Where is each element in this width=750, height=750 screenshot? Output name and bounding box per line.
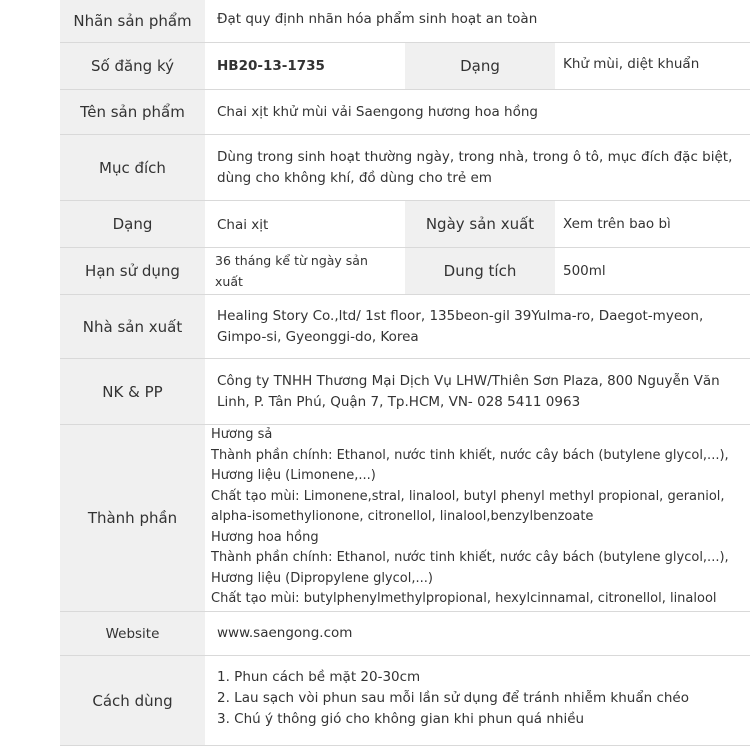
- row-value-secondary: 500ml: [563, 263, 606, 279]
- row-label: Tên sản phẩm: [60, 90, 205, 134]
- row-value: [205, 425, 729, 611]
- row-label: Dạng: [60, 201, 205, 247]
- row-purpose: [60, 135, 750, 201]
- website-link[interactable]: www.saengong.com: [217, 625, 353, 641]
- row-label: Website: [60, 612, 205, 655]
- text-line: Hương sả: [211, 427, 273, 442]
- row-value: [205, 656, 689, 745]
- text-line: Dùng trong sinh hoạt thường ngày, trong nhà, trong ô tô, mục đích đặc biệt,: [217, 149, 733, 165]
- text-line: Chất tạo mùi: butylphenylmethylpropional, hexylcinnamal, citronellol, linalool: [211, 591, 717, 606]
- row-label: Nhà sản xuất: [60, 295, 205, 358]
- text-line: Thành phần chính: Ethanol, nước tinh khiết, nước cây bách (butylene glycol,...),: [211, 447, 729, 463]
- row-value: [205, 295, 703, 358]
- row-label-secondary: Ngày sản xuất: [405, 201, 555, 247]
- text-line: Hương liệu (Limonene,...): [211, 468, 376, 483]
- row-importer: [60, 359, 750, 425]
- row-label-secondary: Dung tích: [405, 248, 555, 294]
- text-line: 1. Phun cách bề mặt 20-30cm: [217, 669, 421, 685]
- row-ingredients: [60, 425, 750, 612]
- row-usage: [60, 656, 750, 746]
- row-value: [205, 135, 732, 200]
- text-line: Hương liệu (Dipropylene glycol,...): [211, 570, 433, 586]
- text-line: Thành phần chính: Ethanol, nước tinh khiết, nước cây bách (butylene glycol,...),: [211, 550, 729, 565]
- row-label: Thành phần: [60, 425, 205, 611]
- row-website: [60, 612, 750, 656]
- row-label: Nhãn sản phẩm: [60, 0, 205, 42]
- text-line: alpha-isomethylionone, citronellol, linalool,benzylbenzoate: [211, 509, 594, 524]
- row-value: [205, 359, 720, 424]
- row-label: Mục đích: [60, 135, 205, 200]
- row-label-secondary: Dạng: [405, 43, 555, 89]
- row-expiry: [60, 248, 750, 295]
- text-line: Linh, P. Tân Phú, Quận 7, Tp.HCM, VN- 028 5411 0963: [217, 394, 581, 410]
- row-label: NK & PP: [60, 359, 205, 424]
- row-registration: [60, 43, 750, 90]
- product-info-table: [60, 0, 750, 750]
- text-line: Hương hoa hồng: [211, 529, 319, 545]
- row-product-name: [60, 90, 750, 135]
- row-value-secondary: Khử mùi, diệt khuẩn: [563, 56, 700, 72]
- row-label: Hạn sử dụng: [60, 248, 205, 294]
- text-line: 2. Lau sạch vòi phun sau mỗi lần sử dụng để tránh nhiễm khuẩn chéo: [217, 690, 689, 706]
- row-value: Chai xịt: [217, 217, 269, 233]
- row-label: Cách dùng: [60, 656, 205, 745]
- row-label: Số đăng ký: [60, 43, 205, 89]
- row-value: Chai xịt khử mùi vải Saengong hương hoa hồng: [217, 103, 538, 120]
- text-line: Chất tạo mùi: Limonene,stral, linalool, butyl phenyl methyl propional, geraniol,: [211, 488, 725, 504]
- row-label-tag: [60, 0, 750, 43]
- text-line: Công ty TNHH Thương Mại Dịch Vụ LHW/Thiên Sơn Plaza, 800 Nguyễn Văn: [217, 373, 720, 389]
- row-form: [60, 201, 750, 248]
- text-line: Gimpo-si, Gyeonggi-do, Korea: [217, 329, 419, 345]
- registration-number: HB20-13-1735: [217, 57, 325, 74]
- row-manufacturer: [60, 295, 750, 359]
- row-value-secondary: Xem trên bao bì: [563, 216, 671, 232]
- text-line: 3. Chú ý thông gió cho không gian khi phun quá nhiều: [217, 711, 585, 727]
- text-line: Healing Story Co.,ltd/ 1st floor, 135beon-gil 39Yulma-ro, Daegot-myeon,: [217, 308, 704, 324]
- row-value: Đạt quy định nhãn hóa phẩm sinh hoạt an toàn: [217, 11, 538, 27]
- text-line: dùng cho không khí, đồ dùng cho trẻ em: [217, 170, 492, 186]
- row-value: 36 tháng kể từ ngày sản xuất: [215, 253, 368, 289]
